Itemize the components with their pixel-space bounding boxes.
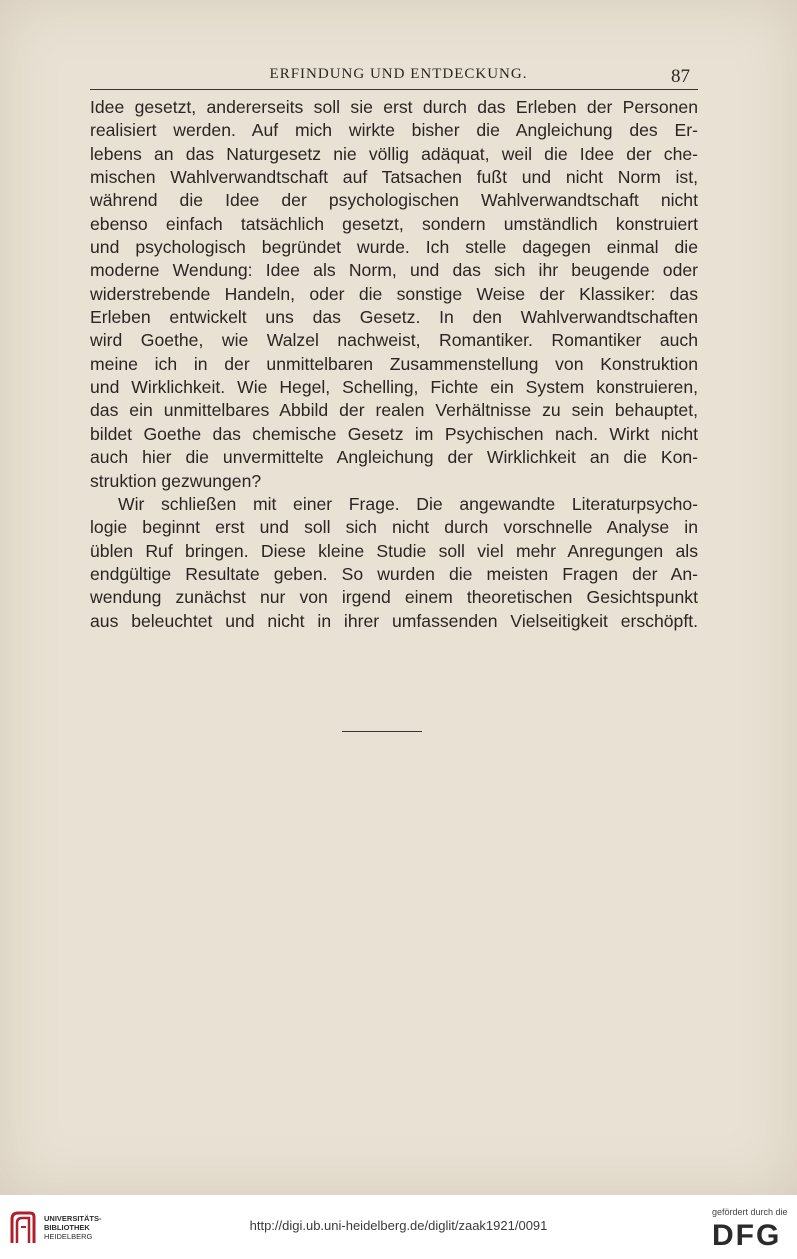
library-name-line: UNIVERSITÄTS- <box>44 1214 102 1223</box>
text-line: auch hier die unvermittelte Angleichung der Wirklichkeit an die Kon- <box>90 447 698 468</box>
text-line: wird Goethe, wie Walzel nachweist, Romantiker. Romantiker auch <box>90 330 698 351</box>
library-name-line: HEIDELBERG <box>44 1232 93 1241</box>
text-line: und psychologisch begründet wurde. Ich stelle dagegen einmal die <box>90 237 698 258</box>
text-line: ebenso einfach tatsächlich gesetzt, sondern umständlich konstruiert <box>90 213 698 234</box>
paragraph-2 <box>90 493 698 633</box>
funding-caption: gefördert durch die <box>712 1207 788 1217</box>
text-line: und Wirklichkeit. Wie Hegel, Schelling, Fichte ein System konstruieren, <box>90 377 698 398</box>
running-title: ERFINDUNG UND ENTDECKUNG. <box>269 66 528 82</box>
text-line: endgültige Resultate geben. So wurden die meisten Fragen der An- <box>90 563 698 584</box>
text-line: üblen Ruf bringen. Diese kleine Studie soll viel mehr Anregungen als <box>90 540 698 561</box>
permalink-url[interactable]: http://digi.ub.uni-heidelberg.de/diglit/zaak1921/0091 <box>249 1218 548 1233</box>
text-line: lebens an das Naturgesetz nie völlig adäquat, weil die Idee der che- <box>90 143 698 164</box>
text-line: mischen Wahlverwandtschaft auf Tatsachen fußt und nicht Norm ist, <box>90 167 698 188</box>
text-line: aus beleuchtet und nicht in ihrer umfassenden Vielseitigkeit erschöpft. <box>90 610 698 631</box>
text-line: struktion gezwungen? <box>90 470 262 491</box>
dfg-logo: DFG <box>712 1219 782 1252</box>
text-line: das ein unmittelbares Abbild der realen Verhältnisse zu sein behauptet, <box>90 400 698 421</box>
text-line: bildet Goethe das chemische Gesetz im Psychischen nach. Wirkt nicht <box>90 423 698 444</box>
text-line: meine ich in der unmittelbaren Zusammenstellung von Konstruktion <box>90 353 698 374</box>
text-line: realisiert werden. Auf mich wirkte bisher die Angleichung des Er- <box>90 120 698 141</box>
page-number: 87 <box>671 66 690 87</box>
text-line: während die Idee der psychologischen Wahlverwandtschaft nicht <box>90 190 698 211</box>
header-rule <box>90 89 698 90</box>
text-line: widerstrebende Handeln, oder die sonstige Weise der Klassiker: das <box>90 283 698 304</box>
body-text <box>90 96 698 633</box>
paragraph-1 <box>90 96 698 493</box>
text-line: Wir schließen mit einer Frage. Die angewandte Literaturpsycho- <box>118 493 698 514</box>
library-name-line: BIBLIOTHEK <box>44 1223 90 1232</box>
text-line: moderne Wendung: Idee als Norm, und das sich ihr beugende oder <box>90 260 698 281</box>
text-line: Erleben entwickelt uns das Gesetz. In den Wahlverwandtschaften <box>90 307 698 328</box>
section-end-rule <box>342 731 422 732</box>
text-line: logie beginnt erst und soll sich nicht durch vorschnelle Analyse in <box>90 517 698 538</box>
text-line: wendung zunächst nur von irgend einem theoretischen Gesichtspunkt <box>90 587 698 608</box>
text-line: Idee gesetzt, andererseits soll sie erst durch das Erleben der Personen <box>90 97 698 117</box>
